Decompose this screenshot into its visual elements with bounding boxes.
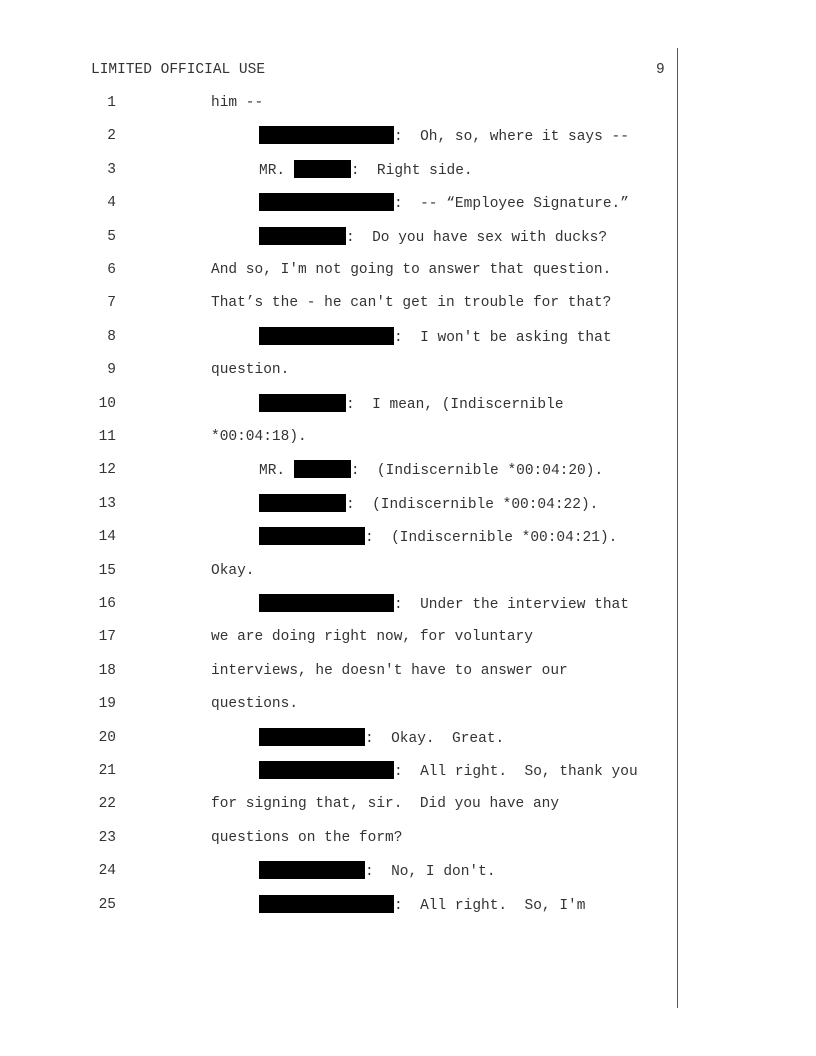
redaction-block — [259, 761, 394, 779]
redaction-block — [259, 394, 346, 412]
transcript-line — [0, 260, 816, 280]
transcript-line — [0, 728, 816, 748]
spoken-text: : (Indiscernible *00:04:21). — [365, 530, 618, 547]
line-number: 5 — [107, 228, 116, 245]
spoken-text: : (Indiscernible *00:04:20). — [350, 463, 604, 480]
spoken-text: That’s the - he can't get in trouble for that? — [211, 295, 612, 312]
spoken-text: : All right. So, I'm — [394, 897, 586, 914]
transcript-line — [0, 594, 816, 614]
line-number: 10 — [98, 395, 116, 412]
transcript-line — [0, 93, 816, 113]
line-number: 21 — [98, 763, 116, 779]
line-number: 14 — [98, 529, 116, 546]
line-text — [211, 794, 559, 814]
transcript-line — [0, 126, 816, 146]
line-text — [259, 761, 638, 782]
transcript-line — [0, 694, 816, 714]
redaction-block — [259, 527, 365, 545]
line-text — [211, 93, 263, 113]
line-number: 8 — [107, 328, 116, 345]
spoken-text: : Do you have sex with ducks? — [346, 229, 608, 246]
classification-header: LIMITED OFFICIAL USE — [91, 62, 266, 78]
transcript-line — [0, 861, 816, 881]
redaction-block — [294, 460, 351, 478]
transcript-line — [0, 427, 816, 447]
speaker-prefix: MR. — [259, 463, 294, 480]
speaker-prefix: MR. — [259, 162, 294, 179]
spoken-text: : -- “Employee Signature.” — [394, 196, 629, 213]
spoken-text: *00:04:18). — [211, 429, 307, 445]
redaction-block — [259, 861, 365, 879]
spoken-text: And so, I'm not going to answer that question. — [211, 262, 612, 278]
spoken-text: : Under the interview that — [394, 597, 629, 613]
line-number: 20 — [98, 729, 116, 746]
transcript-line — [0, 761, 816, 781]
redaction-block — [259, 193, 394, 211]
line-number: 19 — [98, 696, 116, 713]
transcript-line — [0, 293, 816, 313]
redaction-block — [259, 494, 346, 512]
line-number: 11 — [98, 429, 116, 445]
spoken-text: : All right. So, thank you — [394, 764, 638, 780]
line-text — [211, 661, 568, 681]
spoken-text: interviews, he doesn't have to answer our — [211, 662, 568, 679]
line-text — [211, 694, 298, 714]
line-text — [259, 861, 496, 882]
line-number: 16 — [98, 596, 116, 612]
redaction-block — [259, 126, 394, 144]
line-number: 2 — [107, 128, 116, 145]
transcript-line — [0, 360, 816, 380]
line-text — [259, 160, 473, 181]
spoken-text: him -- — [211, 95, 264, 111]
line-text — [259, 193, 629, 214]
line-text — [259, 126, 629, 147]
line-text — [259, 494, 598, 515]
line-text — [211, 360, 289, 380]
line-text — [259, 895, 585, 916]
line-number: 24 — [98, 863, 116, 880]
line-text — [211, 260, 611, 280]
transcript-line — [0, 527, 816, 547]
line-number: 4 — [107, 195, 116, 212]
line-number: 7 — [107, 295, 116, 312]
redaction-block — [259, 227, 346, 245]
transcript-line — [0, 227, 816, 247]
spoken-text: : Okay. Great. — [365, 730, 505, 747]
transcript-line — [0, 627, 816, 647]
line-text — [259, 728, 504, 749]
transcript-line — [0, 460, 816, 480]
spoken-text: question. — [211, 362, 290, 379]
spoken-text: : No, I don't. — [365, 864, 496, 881]
line-number: 12 — [98, 462, 116, 479]
line-text — [259, 227, 607, 248]
spoken-text: : (Indiscernible *00:04:22). — [346, 496, 599, 513]
line-text — [259, 394, 564, 415]
redaction-block — [294, 160, 351, 178]
spoken-text: : Oh, so, where it says -- — [394, 129, 629, 146]
spoken-text: : I won't be asking that — [394, 329, 612, 346]
line-number: 18 — [98, 662, 116, 679]
line-text — [211, 561, 255, 581]
line-text — [211, 293, 611, 313]
spoken-text: we are doing right now, for voluntary — [211, 629, 533, 646]
redaction-block — [259, 594, 394, 612]
spoken-text: : Right side. — [350, 162, 473, 179]
line-text — [211, 627, 533, 647]
redaction-block — [259, 327, 394, 345]
line-text — [211, 427, 307, 447]
page-number: 9 — [656, 62, 665, 78]
spoken-text: for signing that, sir. Did you have any — [211, 796, 560, 813]
spoken-text: questions. — [211, 696, 299, 713]
transcript-line — [0, 794, 816, 814]
transcript-line — [0, 160, 816, 180]
redaction-block — [259, 895, 394, 913]
line-number: 9 — [107, 362, 116, 379]
line-number: 3 — [107, 161, 116, 178]
transcript-line — [0, 327, 816, 347]
redaction-block — [259, 728, 365, 746]
line-number: 22 — [98, 796, 116, 813]
line-text — [259, 527, 617, 548]
line-number: 13 — [98, 495, 116, 512]
line-text — [259, 460, 603, 481]
transcript-line — [0, 561, 816, 581]
line-number: 1 — [107, 95, 116, 111]
spoken-text: questions on the form? — [211, 829, 403, 846]
line-number: 25 — [98, 896, 116, 913]
line-text — [211, 828, 402, 848]
line-number: 23 — [98, 829, 116, 846]
transcript-line — [0, 494, 816, 514]
transcript-line — [0, 394, 816, 414]
transcript-line — [0, 828, 816, 848]
line-number: 15 — [98, 562, 116, 579]
spoken-text: : I mean, (Indiscernible — [346, 396, 564, 413]
line-text — [259, 327, 612, 348]
transcript-line — [0, 661, 816, 681]
transcript-line — [0, 193, 816, 213]
line-number: 17 — [98, 629, 116, 646]
line-number: 6 — [107, 262, 116, 278]
transcript-line — [0, 895, 816, 915]
spoken-text: Okay. — [211, 562, 255, 579]
line-text — [259, 594, 629, 615]
